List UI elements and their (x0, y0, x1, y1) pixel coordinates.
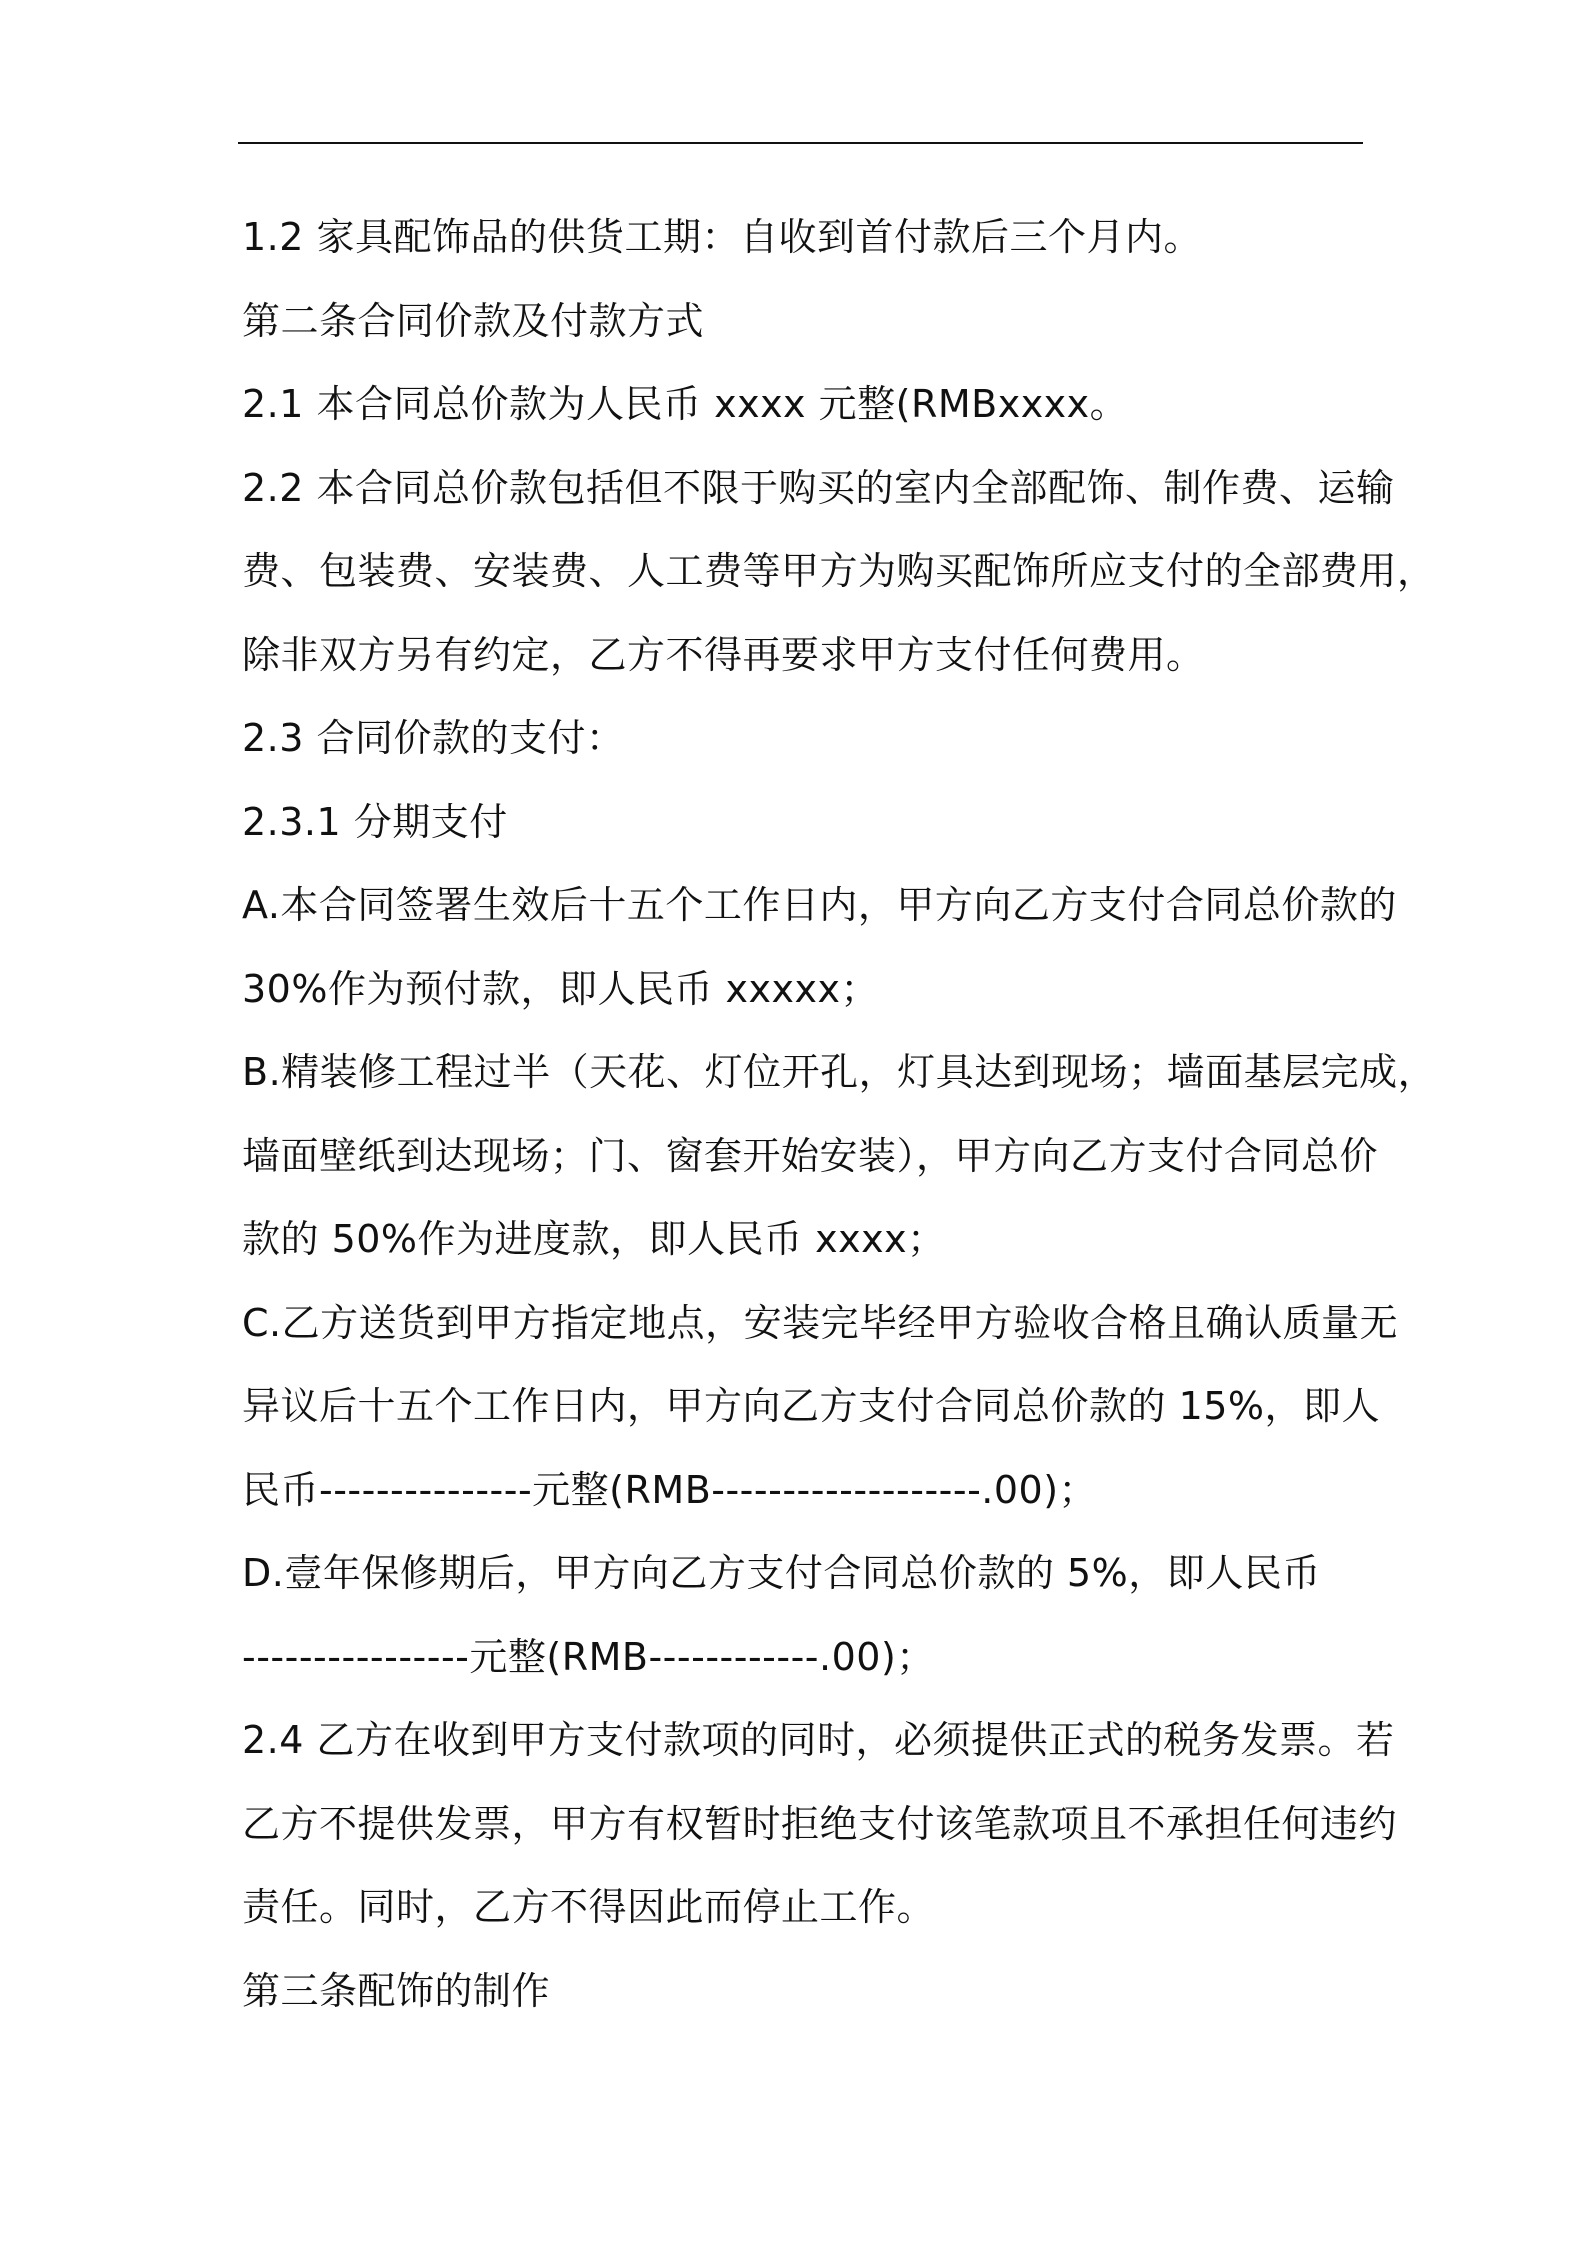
item-b-line-3: 款的 50%作为进度款，即人民币 xxxx； (242, 1217, 946, 1261)
clause-2-4-line-2: 乙方不提供发票，甲方有权暂时拒绝支付该笔款项且不承担任何违约 (242, 1801, 1398, 1846)
header-rule (238, 142, 1363, 144)
item-b-line-1: B.精装修工程过半（天花、灯位开孔，灯具达到现场；墙面基层完成， (242, 1050, 1437, 1094)
item-c-line-2: 异议后十五个工作日内，甲方向乙方支付合同总价款的 15%，即人 (242, 1384, 1381, 1428)
section-3-heading: 第三条配饰的制作 (242, 1968, 551, 2013)
clause-2-4-line-3: 责任。同时，乙方不得因此而停止工作。 (242, 1885, 936, 1929)
item-b-line-2: 墙面壁纸到达现场；门、窗套开始安装），甲方向乙方支付合同总价 (242, 1133, 1379, 1178)
item-c-line-3: 民币---------------元整(RMB-------------------.00)； (242, 1467, 1098, 1512)
clause-2-4-line-1: 2.4 乙方在收到甲方支付款项的同时，必须提供正式的税务发票。若 (242, 1718, 1395, 1762)
clause-2-1-line: 2.1 本合同总价款为人民币 xxxx 元整(RMBxxxx。 (242, 382, 1129, 426)
item-a-line-1: A.本合同签署生效后十五个工作日内，甲方向乙方支付合同总价款的 (242, 883, 1397, 927)
document-body (242, 196, 1437, 2033)
item-d-line-2: ----------------元整(RMB------------.00)； (242, 1634, 935, 1679)
clause-2-3-line: 2.3 合同价款的支付： (242, 716, 625, 760)
clause-1-2-line: 1.2 家具配饰品的供货工期：自收到首付款后三个月内。 (242, 215, 1203, 259)
item-d-line-1: D.壹年保修期后，甲方向乙方支付合同总价款的 5%，即人民币 (242, 1551, 1321, 1595)
item-c-line-1: C.乙方送货到甲方指定地点，安装完毕经甲方验收合格且确认质量无 (242, 1300, 1399, 1345)
clause-2-2-line-2: 费、包装费、安装费、人工费等甲方为购买配饰所应支付的全部费用， (242, 549, 1436, 593)
section-2-heading: 第二条合同价款及付款方式 (242, 298, 705, 343)
clause-2-2-line-1: 2.2 本合同总价款包括但不限于购买的室内全部配饰、制作费、运输 (242, 465, 1395, 510)
item-a-line-2: 30%作为预付款，即人民币 xxxxx； (242, 966, 879, 1011)
clause-2-3-1-line: 2.3.1 分期支付 (242, 799, 508, 844)
clause-2-2-line-3: 除非双方另有约定，乙方不得再要求甲方支付任何费用。 (242, 632, 1205, 677)
